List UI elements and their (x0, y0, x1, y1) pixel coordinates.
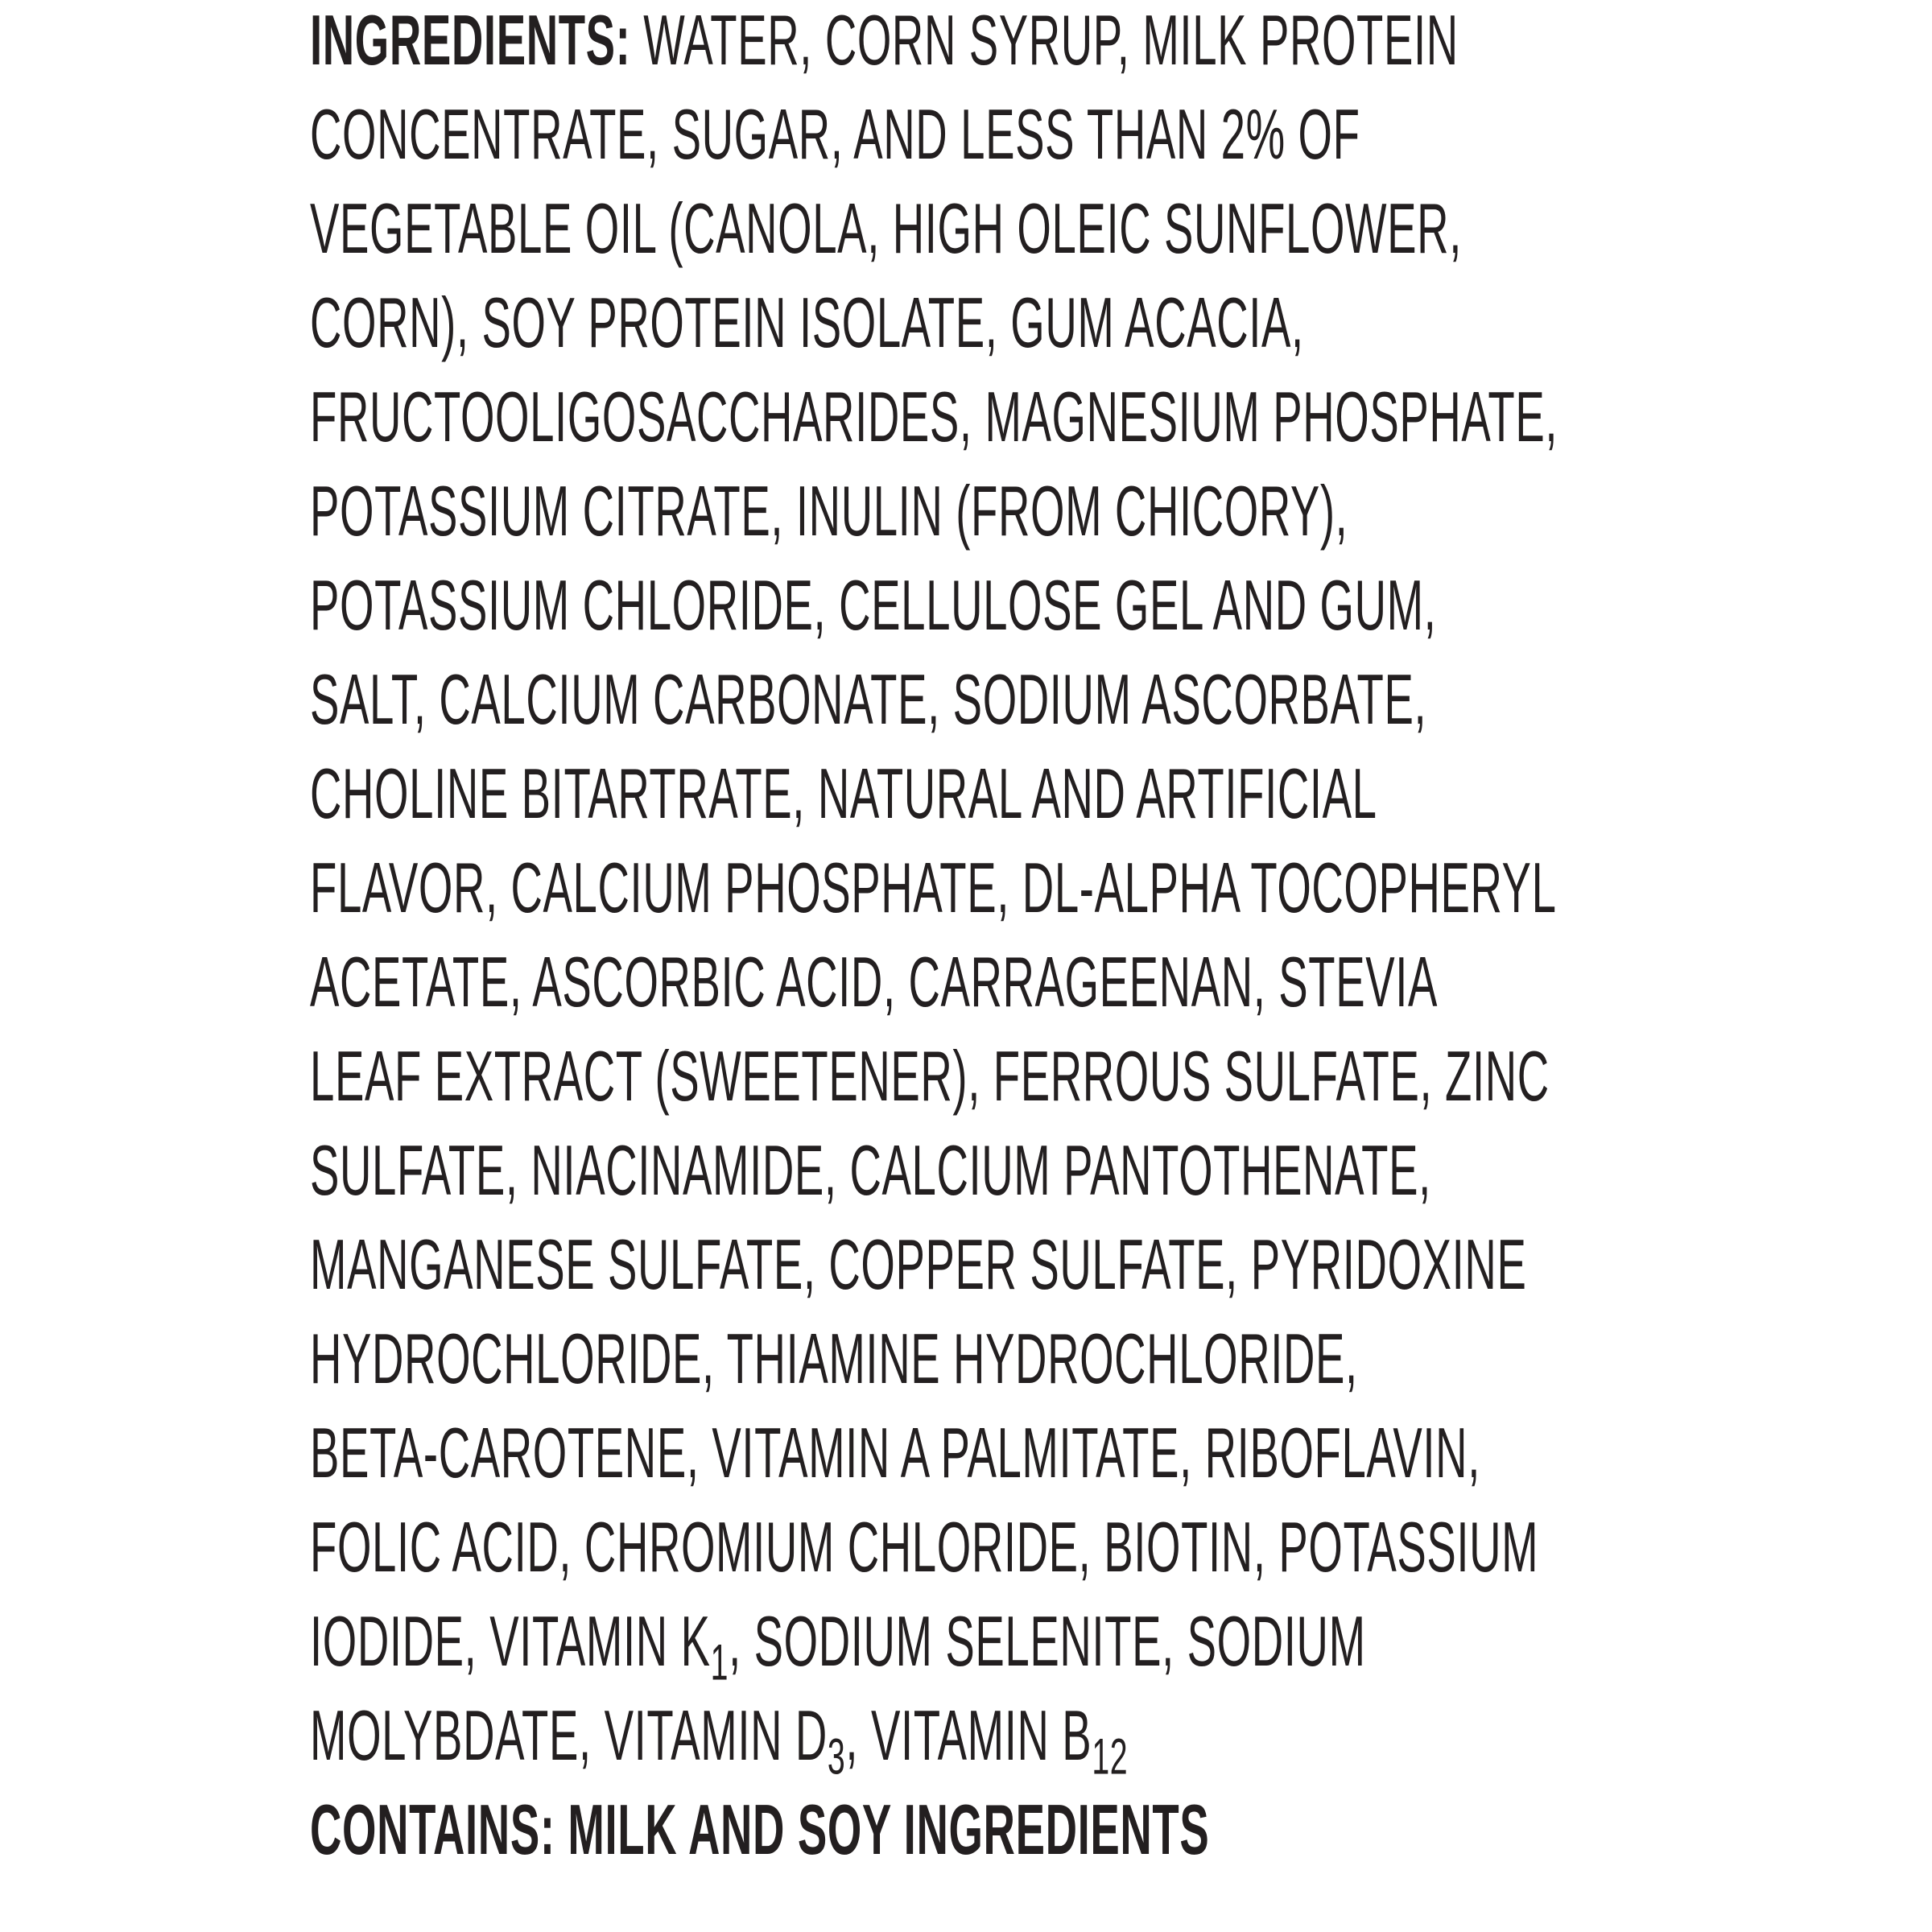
line-19-part-2: , VITAMIN B (845, 1695, 1092, 1775)
line-18-part-1: IODIDE, VITAMIN K (310, 1601, 711, 1681)
ingredients-line-2: CONCENTRATE, SUGAR, AND LESS THAN 2% OF (310, 94, 1360, 174)
ingredients-line-18 (310, 1591, 1366, 1691)
ingredients-line-4: CORN), SOY PROTEIN ISOLATE, GUM ACACIA, (310, 283, 1304, 362)
ingredients-line-13: SULFATE, NIACINAMIDE, CALCIUM PANTOTHENATE, (310, 1130, 1431, 1210)
line-19-subscript-1: 3 (827, 1728, 846, 1785)
line-18-part-2: , SODIUM SELENITE, SODIUM (729, 1601, 1366, 1681)
ingredients-line-5: FRUCTOOLIGOSACCHARIDES, MAGNESIUM PHOSPHATE, (310, 377, 1558, 456)
ingredients-line-11: ACETATE, ASCORBIC ACID, CARRAGEENAN, STEVIA (310, 942, 1439, 1022)
contains-statement: CONTAINS: MILK AND SOY INGREDIENTS (310, 1790, 1210, 1869)
ingredients-line-14: MANGANESE SULFATE, COPPER SULFATE, PYRIDOXINE (310, 1224, 1527, 1304)
ingredients-line-9: CHOLINE BITARTRATE, NATURAL AND ARTIFICIAL (310, 753, 1377, 833)
ingredients-line-19 (310, 1686, 1128, 1785)
ingredients-line-12: LEAF EXTRACT (SWEETENER), FERROUS SULFATE, ZINC (310, 1036, 1550, 1116)
ingredients-line-16: BETA-CAROTENE, VITAMIN A PALMITATE, RIBOFLAVIN, (310, 1413, 1480, 1492)
ingredients-label (310, 0, 1630, 1932)
ingredients-line-6: POTASSIUM CITRATE, INULIN (FROM CHICORY), (310, 471, 1348, 551)
ingredients-line-7: POTASSIUM CHLORIDE, CELLULOSE GEL AND GUM, (310, 565, 1437, 645)
line-19-part-1: MOLYBDATE, VITAMIN D (310, 1695, 828, 1775)
line-18-subscript: 1 (710, 1634, 729, 1691)
line-19-subscript-2: 12 (1092, 1728, 1129, 1785)
ingredients-line-1-text: WATER, CORN SYRUP, MILK PROTEIN (630, 0, 1459, 80)
ingredients-line-17: FOLIC ACID, CHROMIUM CHLORIDE, BIOTIN, POTASSIUM (310, 1507, 1539, 1587)
ingredients-line-10: FLAVOR, CALCIUM PHOSPHATE, DL-ALPHA TOCOPHERYL (310, 848, 1557, 927)
ingredients-line-3: VEGETABLE OIL (CANOLA, HIGH OLEIC SUNFLOWER, (310, 188, 1462, 268)
ingredients-line-15: HYDROCHLORIDE, THIAMINE HYDROCHLORIDE, (310, 1319, 1358, 1398)
ingredients-heading: INGREDIENTS: (310, 0, 631, 80)
ingredients-line-8: SALT, CALCIUM CARBONATE, SODIUM ASCORBATE, (310, 659, 1427, 739)
ingredients-line-1 (310, 0, 1459, 90)
